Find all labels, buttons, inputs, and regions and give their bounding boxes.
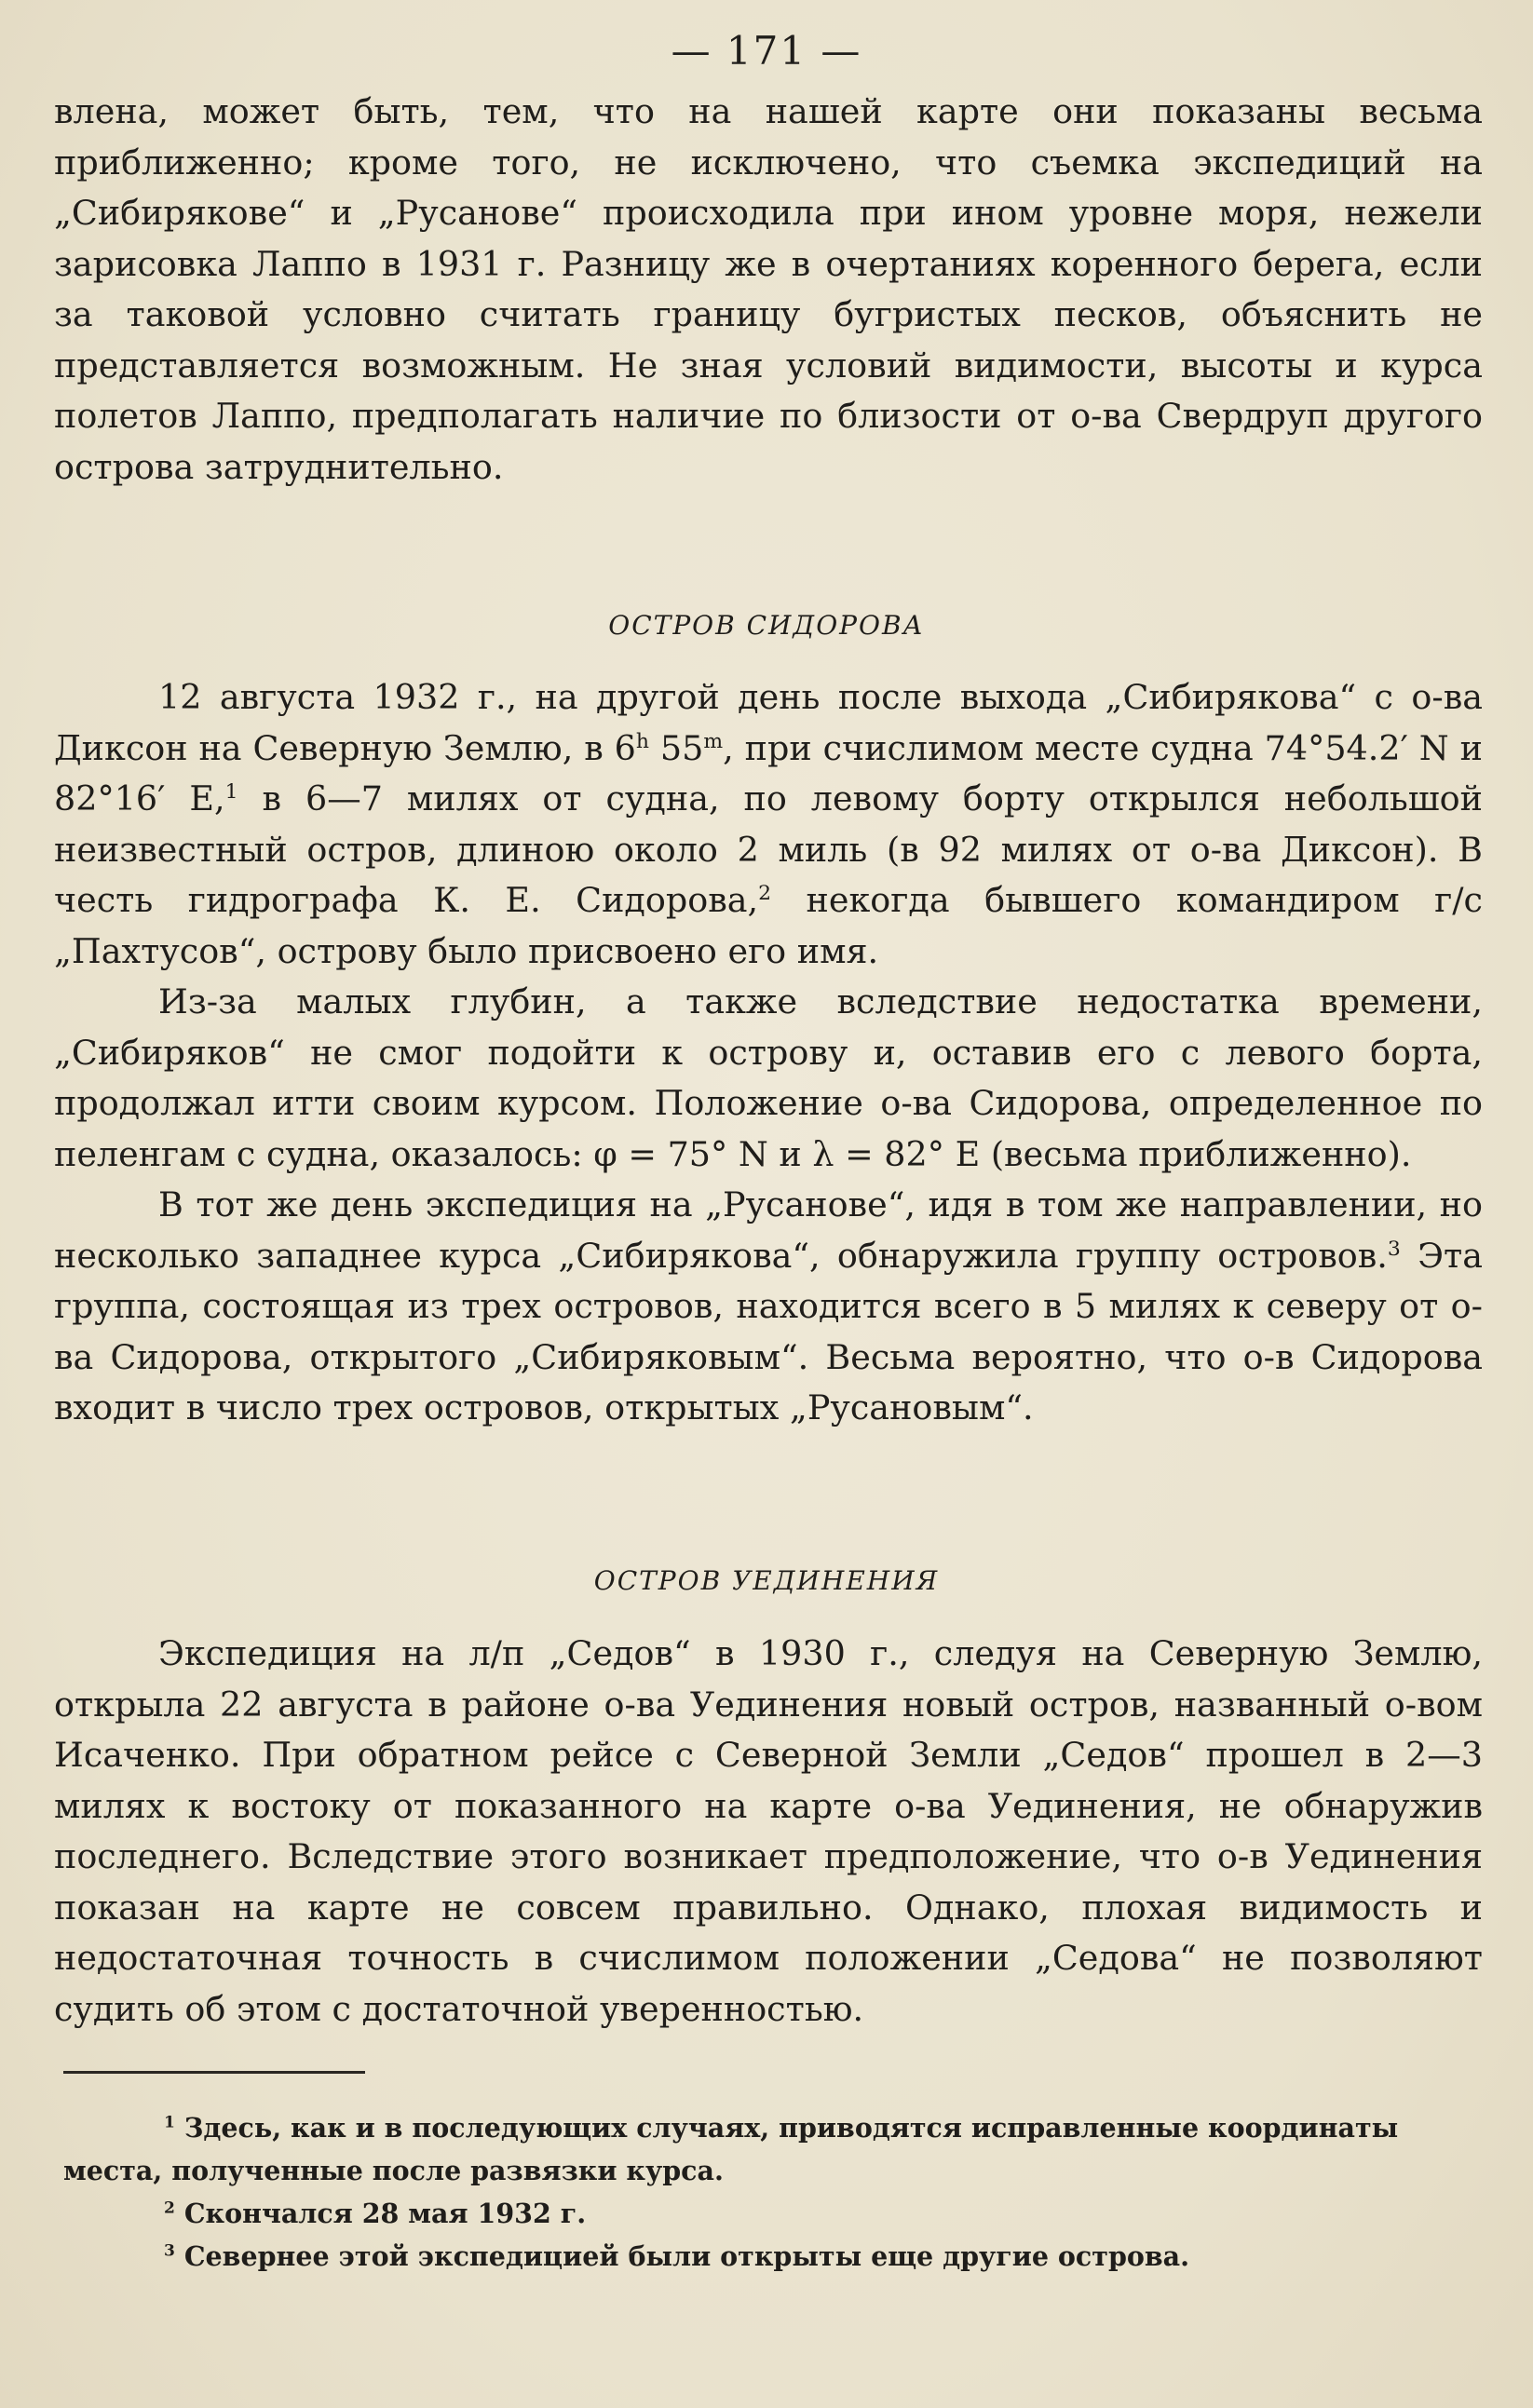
text-span: 12 августа 1932 г., на другой день после выхода „Сибирякова“ с о-ва Диксон на Северную Землю, в 6: [54, 677, 1483, 768]
footnotes: [63, 2106, 1485, 2278]
uedinenie-paragraph-1: Экспедиция на л/п „Седов“ в 1930 г., следуя на Северную Землю, открыла 22 августа в районе о-ва Уединения новый остров, названный о-вом Исаченко. При обратном рейсе с Северной Земли „Седов“ прошел в 2—3 милях к востоку от показанного на карте о-ва Уединения, не обнаружив последнего. Вследствие этого возникает предположение, что о-в Уединения показан на карте не совсем правильно. Однако, плохая видимость и недостаточная точность в счислимом положении „Седова“ не позволяют судить об этом с достаточной уверенностью.: [54, 1633, 1483, 2029]
section-uedinenie-body: [54, 1629, 1483, 2035]
footnote-divider: [63, 2071, 365, 2074]
text-span: Эта группа, состоящая из трех островов, находится всего в 5 милях к северу от о-ва Сидорова, открытого „Сибиряковым“. Весьма вероятно, что о-в Сидорова входит в число трех островов, открытых „Русановым“.: [54, 1235, 1483, 1427]
footnote-text: Скончался 28 мая 1932 г.: [174, 2198, 587, 2229]
footnote-ref-1: 1: [224, 779, 238, 804]
footnote-ref-3: 3: [1387, 1237, 1401, 1261]
sidorov-paragraph-2: Из-за малых глубин, а также вследствие недостатка времени, „Сибиряков“ не смог подойти к острову и, оставив его с левого борта, продолжал итти своим курсом. Положение о-ва Сидорова, определенное по пеленгам с судна, оказалось: φ = 75° N и λ = 82° E (весьма приближенно).: [54, 981, 1483, 1174]
text-span: В тот же день экспедиция на „Русанове“, идя в том же направлении, но несколько западнее курса „Сибирякова“, обнаружила группу островов.: [54, 1184, 1483, 1276]
footnote-mark: 1: [164, 2113, 175, 2132]
section-heading-uedinenie: ОСТРОВ УЕДИНЕНИЯ: [593, 1565, 940, 1596]
footnote-text: Севернее этой экспедицией были открыты еще другие острова.: [174, 2240, 1190, 2272]
footnote-text: Здесь, как и в последующих случаях, приводятся исправленные координаты места, полученные после развязки курса.: [63, 2112, 1399, 2186]
section-heading-sidorov: ОСТРОВ СИДОРОВА: [608, 610, 925, 641]
hours-superscript: h: [635, 729, 650, 753]
page-number: — 171 —: [671, 28, 862, 74]
text-span: 55: [649, 727, 704, 768]
text-span: в 6—7 милях от судна, по левому борту открылся небольшой неизвестный остров, длиною около 2 миль (в 92 милях от о-ва Диксон). В честь гидрографа К. Е. Сидорова,: [54, 778, 1483, 920]
intro-paragraph-block: [54, 87, 1483, 493]
sidorov-paragraph-3: [54, 1180, 1483, 1434]
footnote-mark: 3: [164, 2241, 175, 2261]
minutes-superscript: m: [703, 729, 724, 753]
section-sidorov-body: [54, 672, 1483, 1434]
text-span: , при счислимом месте судна 74°54.2′ N и 82°16′ E,: [54, 727, 1483, 818]
footnote-3: [63, 2235, 1485, 2278]
footnote-mark: 2: [164, 2198, 175, 2218]
intro-paragraph: влена, может быть, тем, что на нашей карте они показаны весьма приближенно; кроме того, не исключено, что съемка экспедиций на „Сибирякове“ и „Русанове“ происходила при ином уровне моря, нежели зарисовка Лаппо в 1931 г. Разницу же в очертаниях коренного берега, если за таковой условно считать границу бугристых песков, объяснить не представляется возможным. Не зная условий видимости, высоты и курса полетов Лаппо, предполагать наличие по близости от о-ва Свердруп другого острова затруднительно.: [54, 91, 1483, 487]
text-span: некогда бывшего командиром г/с „Пахтусов“, острову было присвоено его имя.: [54, 880, 1483, 971]
footnote-2: [63, 2192, 1485, 2235]
footnote-ref-2: 2: [758, 881, 772, 905]
footnote-1: [63, 2106, 1485, 2192]
sidorov-paragraph-1: [54, 672, 1483, 977]
